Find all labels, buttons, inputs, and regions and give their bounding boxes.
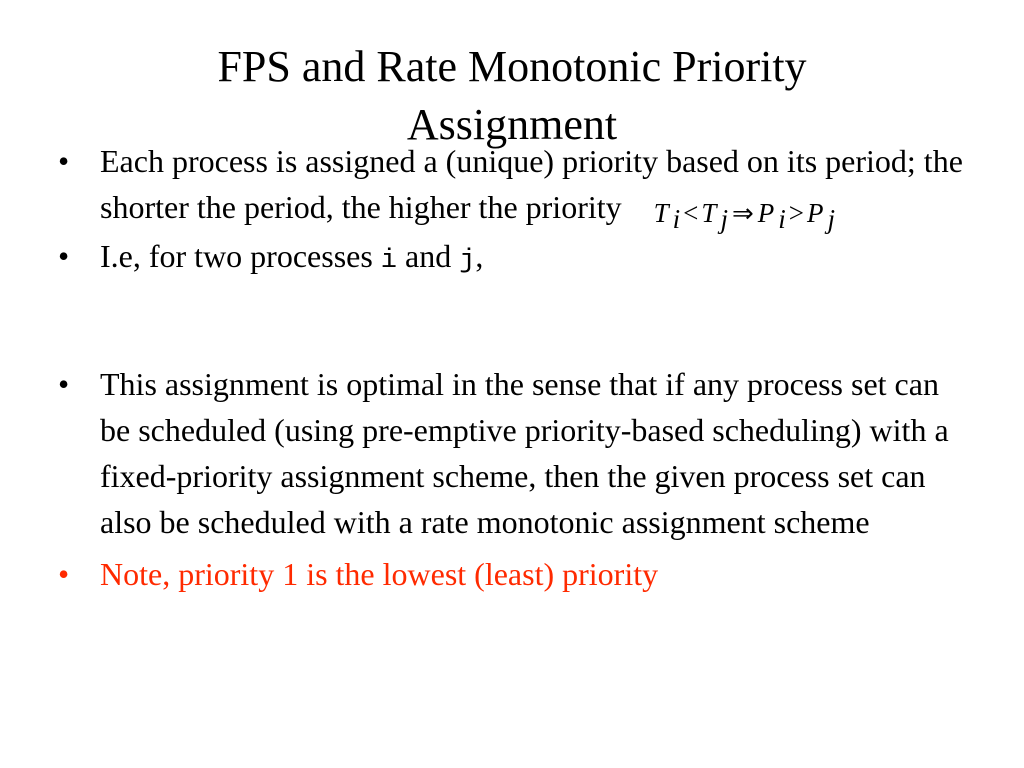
- implies-icon: ⇒: [731, 199, 754, 229]
- variable-i: i: [380, 246, 397, 276]
- formula-less-than: <: [683, 198, 699, 228]
- formula-greater-than: >: [788, 198, 804, 228]
- bullet-marker: •: [58, 238, 70, 274]
- bullet-text-before: I.e, for two processes: [100, 238, 381, 274]
- variable-j: j: [459, 246, 476, 276]
- bullet-item-priority-based-on-period: [56, 138, 976, 233]
- bullet-marker: •: [58, 556, 70, 592]
- bullet-text-after: ,: [475, 238, 484, 274]
- slide-title: [0, 38, 1024, 154]
- priority-formula: [653, 198, 836, 234]
- bullet-text: Note, priority 1 is the lowest (least) priority: [100, 556, 659, 592]
- formula-sub-i: i: [672, 204, 681, 234]
- bullet-text: Each process is assigned a (unique) priority based on its period; the shorter the period, the higher the priority: [100, 143, 963, 225]
- bullet-list: [56, 138, 976, 597]
- bullet-text: This assignment is optimal in the sense that if any process set can be scheduled (using pre-emptive priority-based scheduling) with a fixed-priority assignment scheme, then the given process set can also be scheduled with a rate monotonic assignment scheme: [100, 366, 949, 540]
- formula-p: P: [757, 198, 775, 228]
- bullet-marker: •: [58, 366, 70, 402]
- formula-sub-j2: j: [827, 204, 836, 234]
- slide-title-line-1: FPS and Rate Monotonic Priority: [217, 42, 807, 91]
- formula-sub-j: j: [720, 204, 728, 234]
- formula-p2: P: [807, 198, 824, 228]
- bullet-marker: •: [58, 143, 70, 179]
- bullet-item-note-lowest-priority: [56, 551, 976, 597]
- bullet-text-and: and: [397, 238, 460, 274]
- bullet-item-two-processes: [56, 233, 976, 284]
- slide-title-line-2: Assignment: [406, 100, 618, 149]
- formula-t: T: [653, 198, 669, 228]
- formula-sub-i2: i: [778, 204, 786, 234]
- bullet-item-optimal-assignment: [56, 361, 976, 545]
- formula-t2: T: [701, 198, 717, 228]
